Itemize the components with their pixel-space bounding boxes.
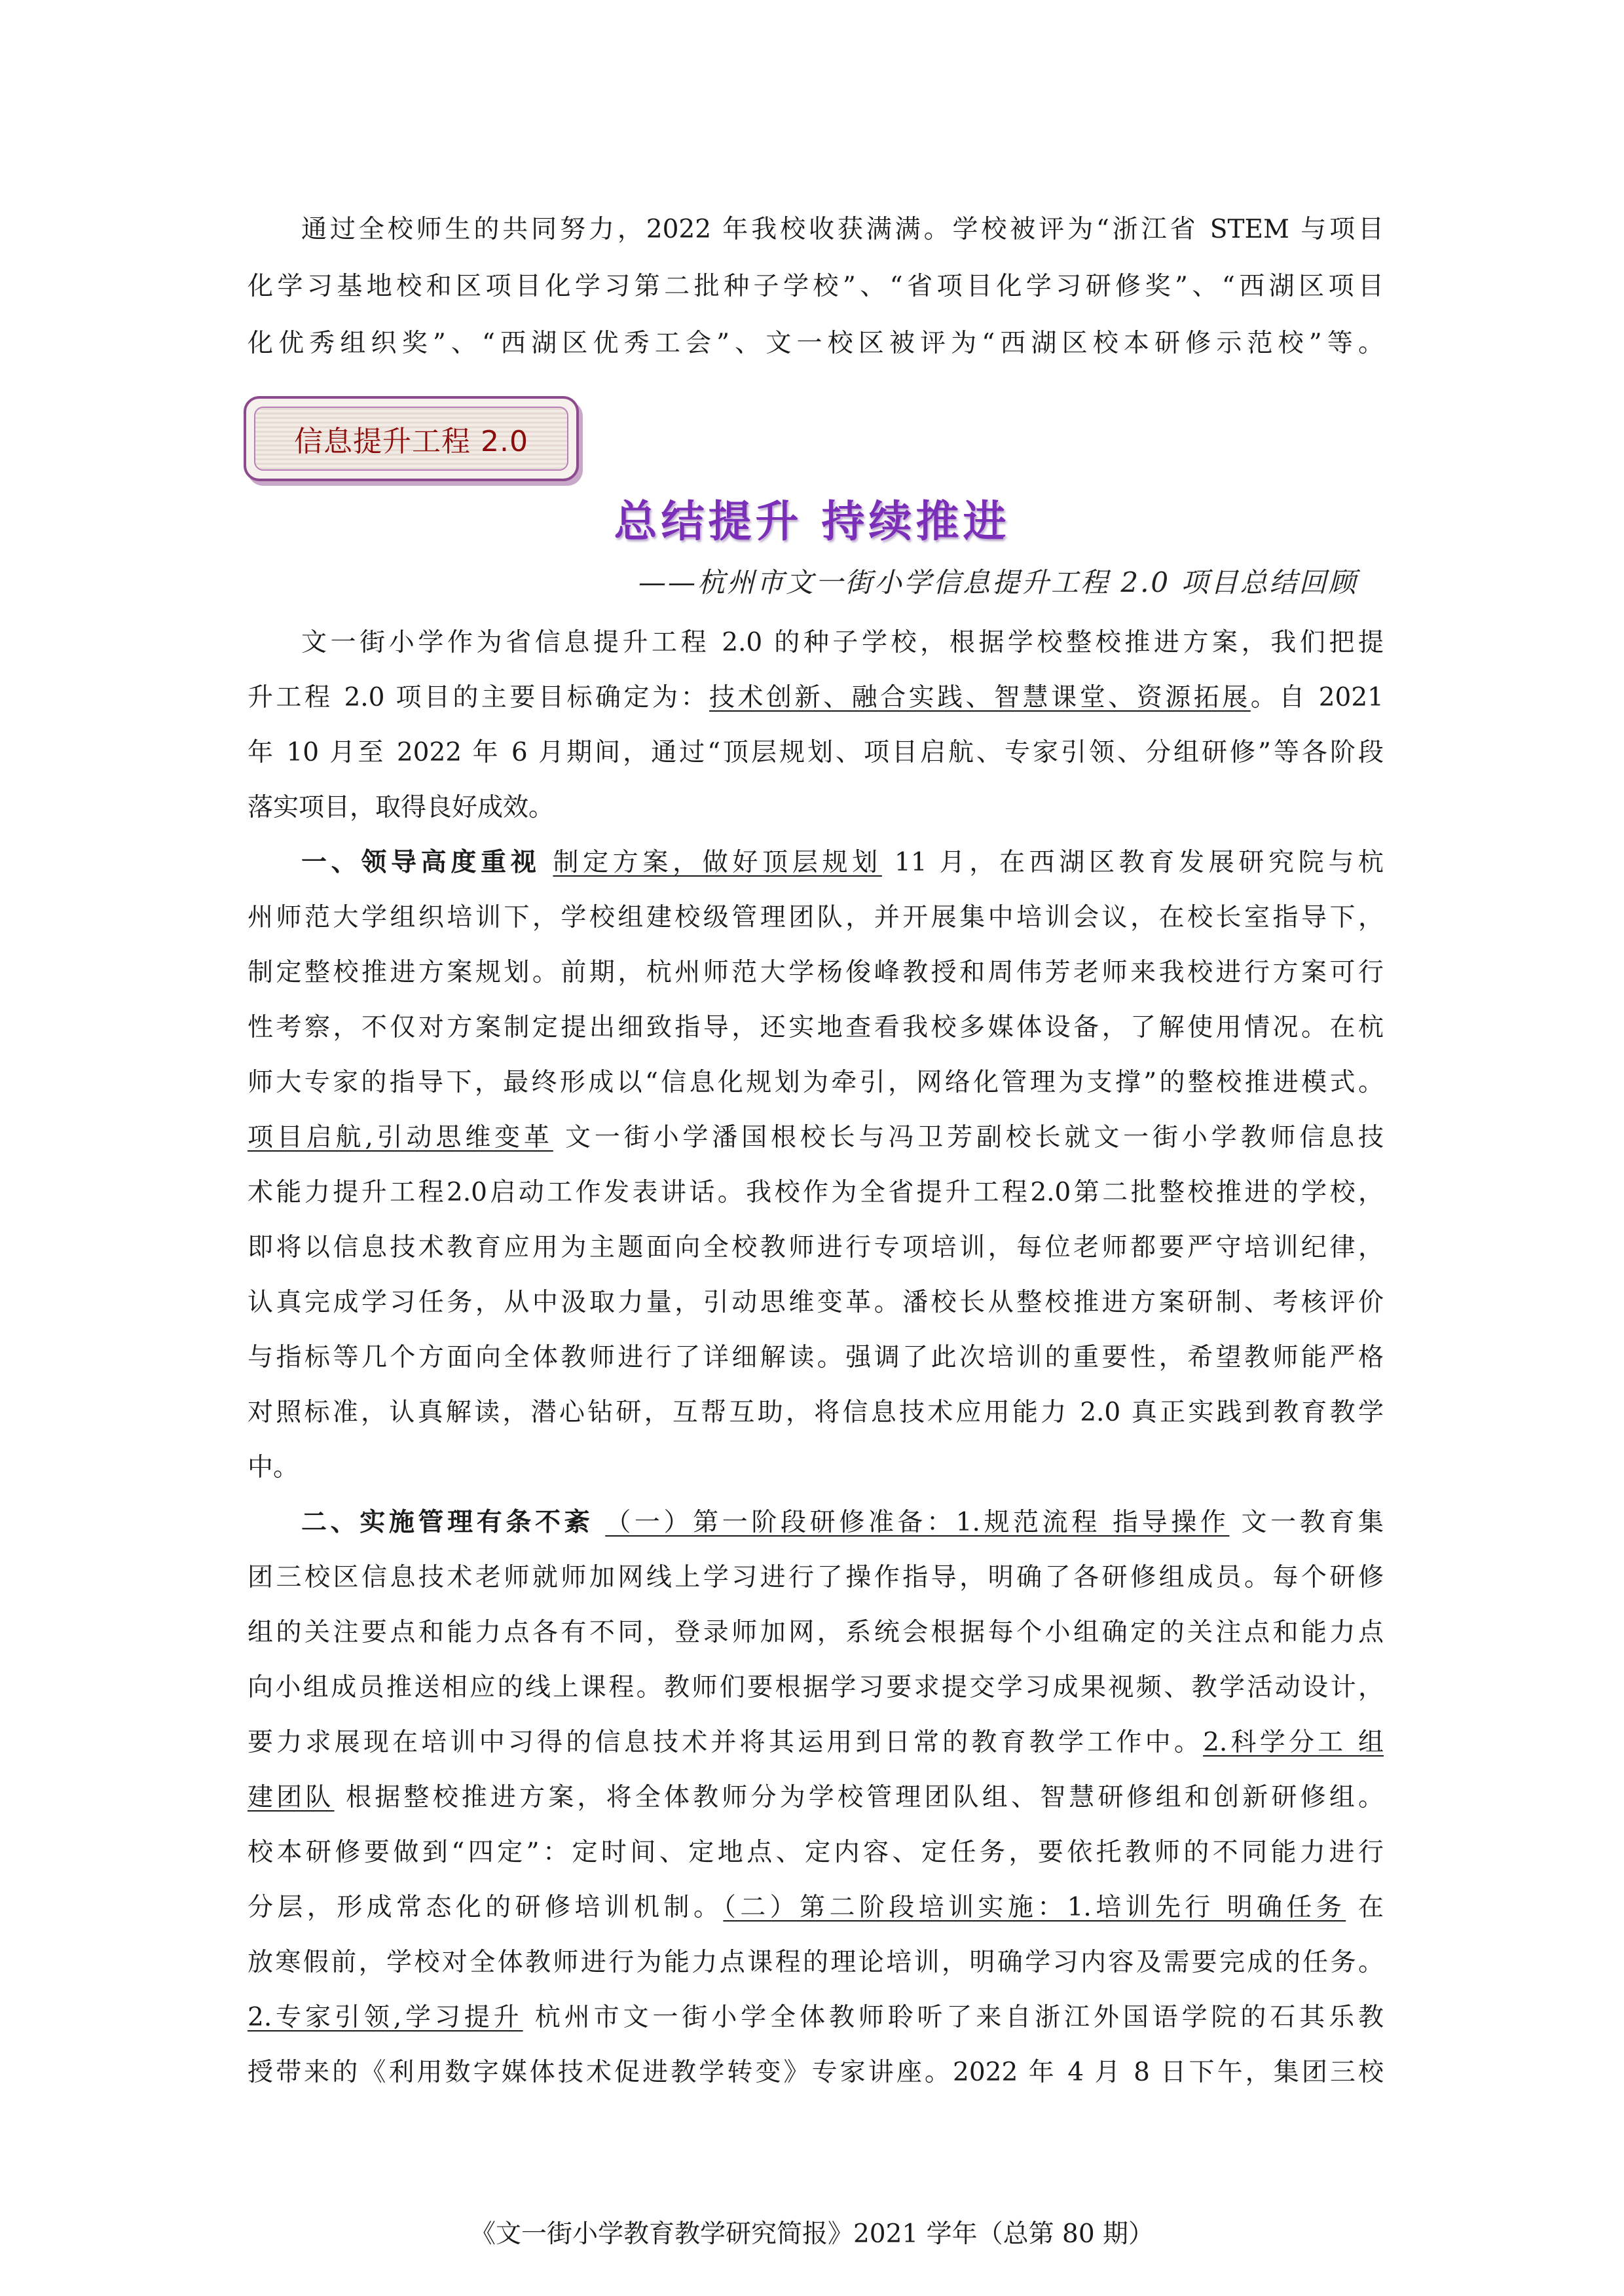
s1-line-8: 即将以信息技术教育应用为主题面向全校教师进行专项培训，每位老师都要严守培训纪律， xyxy=(248,1233,1384,1262)
section-badge xyxy=(244,396,579,481)
page-footer: 《文一街小学教育教学研究简报》2021 学年（总第 80 期） xyxy=(470,2219,1154,2249)
s1-line-6-tail: 文一街小学潘国根校长与冯卫芳副校长就文一街小学教师信息技 xyxy=(553,1123,1384,1152)
s2-line-8-text: 分层，形成常态化的研修培训机制。 xyxy=(248,1893,724,1922)
p1-line-1: 文一街小学作为省信息提升工程 2.0 的种子学校，根据学校整校推进方案，我们把提 xyxy=(301,628,1384,657)
s1-line-9: 认真完成学习任务，从中汲取力量，引动思维变革。潘校长从整校推进方案研制、考核评价 xyxy=(248,1288,1384,1317)
s1-underline-2: 项目启航,引动思维变革 xyxy=(248,1123,553,1152)
s2-line-6-tail: 根据整校推进方案，将全体教师分为学校管理团队组、智慧研修组和创新研修组。 xyxy=(334,1783,1384,1812)
s2-line-2: 团三校区信息技术老师就师加网线上学习进行了操作指导，明确了各研修组成员。每个研修 xyxy=(248,1563,1384,1592)
s2-underline-3: 建团队 xyxy=(248,1783,335,1812)
s2-line-10 xyxy=(248,1990,1384,2045)
s1-line-11: 对照标准，认真解读，潜心钻研，互帮互助，将信息技术应用能力 2.0 真正实践到教育教学 xyxy=(248,1398,1384,1427)
s1-line-2: 州师范大学组织培训下，学校组建校级管理团队，并开展集中培训会议，在校长室指导下， xyxy=(248,903,1384,932)
s1-line-10: 与指标等几个方面向全体教师进行了详细解读。强调了此次培训的重要性，希望教师能严格 xyxy=(248,1343,1384,1372)
s2-underline-4: （二）第二阶段培训实施：1.培训先行 明确任务 xyxy=(723,1893,1346,1922)
s1-line-1-tail: 11 月，在西湖区教育发展研究院与杭 xyxy=(881,848,1384,877)
intro-line-3: 化优秀组织奖”、“西湖区优秀工会”、文一校区被评为“西湖区校本研修示范校”等。 xyxy=(248,329,1384,358)
s2-line-6 xyxy=(248,1770,1384,1825)
p1-line-2-text: 升工程 2.0 项目的主要目标确定为： xyxy=(248,683,710,712)
s1-underline-1: 制定方案，做好顶层规划 xyxy=(553,848,882,877)
s2-line-1-tail: 文一教育集 xyxy=(1229,1508,1384,1537)
s2-line-7: 校本研修要做到“四定”：定时间、定地点、定内容、定任务，要依托教师的不同能力进行 xyxy=(248,1838,1384,1867)
s2-line-5-text: 要力求展现在培训中习得的信息技术并将其运用到日常的教育教学工作中。 xyxy=(248,1728,1204,1757)
section-badge-frame xyxy=(254,407,568,471)
s1-line-5: 师大专家的指导下，最终形成以“信息化规划为牵引，网络化管理为支撑”的整校推进模式。 xyxy=(248,1068,1384,1097)
s1-line-1 xyxy=(248,835,1384,890)
s2-line-8-tail: 在 xyxy=(1346,1893,1384,1922)
s2-line-8 xyxy=(248,1880,1384,1935)
s2-line-9: 放寒假前，学校对全体教师进行为能力点课程的理论培训，明确学习内容及需要完成的任务。 xyxy=(248,1948,1384,1977)
s1-line-6 xyxy=(248,1110,1384,1165)
s2-underline-5: 2.专家引领,学习提升 xyxy=(248,2003,523,2032)
intro-line-2: 化学习基地校和区项目化学习第二批种子学校”、“省项目化学习研修奖”、“西湖区项目 xyxy=(248,272,1384,301)
s2-line-5 xyxy=(248,1715,1384,1770)
s1-line-4: 性考察，不仅对方案制定提出细致指导，还实地查看我校多媒体设备，了解使用情况。在杭 xyxy=(248,1013,1384,1042)
p1-line-3: 年 10 月至 2022 年 6 月期间，通过“顶层规划、项目启航、专家引领、分组研修”等各阶段 xyxy=(248,738,1384,767)
article-title: 总结提升 持续推进 xyxy=(614,496,1010,547)
s1-line-7: 术能力提升工程2.0启动工作发表讲话。我校作为全省提升工程2.0第二批整校推进的学校， xyxy=(248,1178,1384,1207)
s1-line-3: 制定整校推进方案规划。前期，杭州师范大学杨俊峰教授和周伟芳老师来我校进行方案可行 xyxy=(248,958,1384,987)
s2-underline-1: （一）第一阶段研修准备：1.规范流程 指导操作 xyxy=(605,1508,1230,1537)
article-subtitle: ——杭州市文一街小学信息提升工程 2.0 项目总结回顾 xyxy=(638,566,1358,598)
s2-line-3: 组的关注要点和能力点各有不同，登录师加网，系统会根据每个小组确定的关注点和能力点 xyxy=(248,1618,1384,1647)
intro-line-1: 通过全校师生的共同努力，2022 年我校收获满满。学校被评为“浙江省 STEM 与项目 xyxy=(301,215,1384,244)
s2-line-4: 向小组成员推送相应的线上课程。教师们要根据学习要求提交学习成果视频、教学活动设计， xyxy=(248,1673,1384,1702)
s2-heading: 二、实施管理有条不紊 xyxy=(301,1508,594,1537)
section-badge-label: 信息提升工程 2.0 xyxy=(294,425,528,458)
s2-line-10-tail: 杭州市文一街小学全体教师聆听了来自浙江外国语学院的石其乐教 xyxy=(523,2003,1384,2032)
p1-line-4: 落实项目，取得良好成效。 xyxy=(248,793,555,822)
s1-line-12: 中。 xyxy=(248,1453,299,1482)
s1-heading: 一、领导高度重视 xyxy=(301,848,541,877)
p1-line-2 xyxy=(248,670,1384,725)
s2-underline-2: 2.科学分工 组 xyxy=(1203,1728,1384,1757)
s2-line-1 xyxy=(248,1495,1384,1550)
s2-line-11: 授带来的《利用数字媒体技术促进教学转变》专家讲座。2022 年 4 月 8 日下午，集团三校 xyxy=(248,2058,1384,2087)
p1-line-2-tail: 。自 2021 xyxy=(1250,683,1384,712)
p1-goals-underlined: 技术创新、融合实践、智慧课堂、资源拓展 xyxy=(709,683,1251,712)
